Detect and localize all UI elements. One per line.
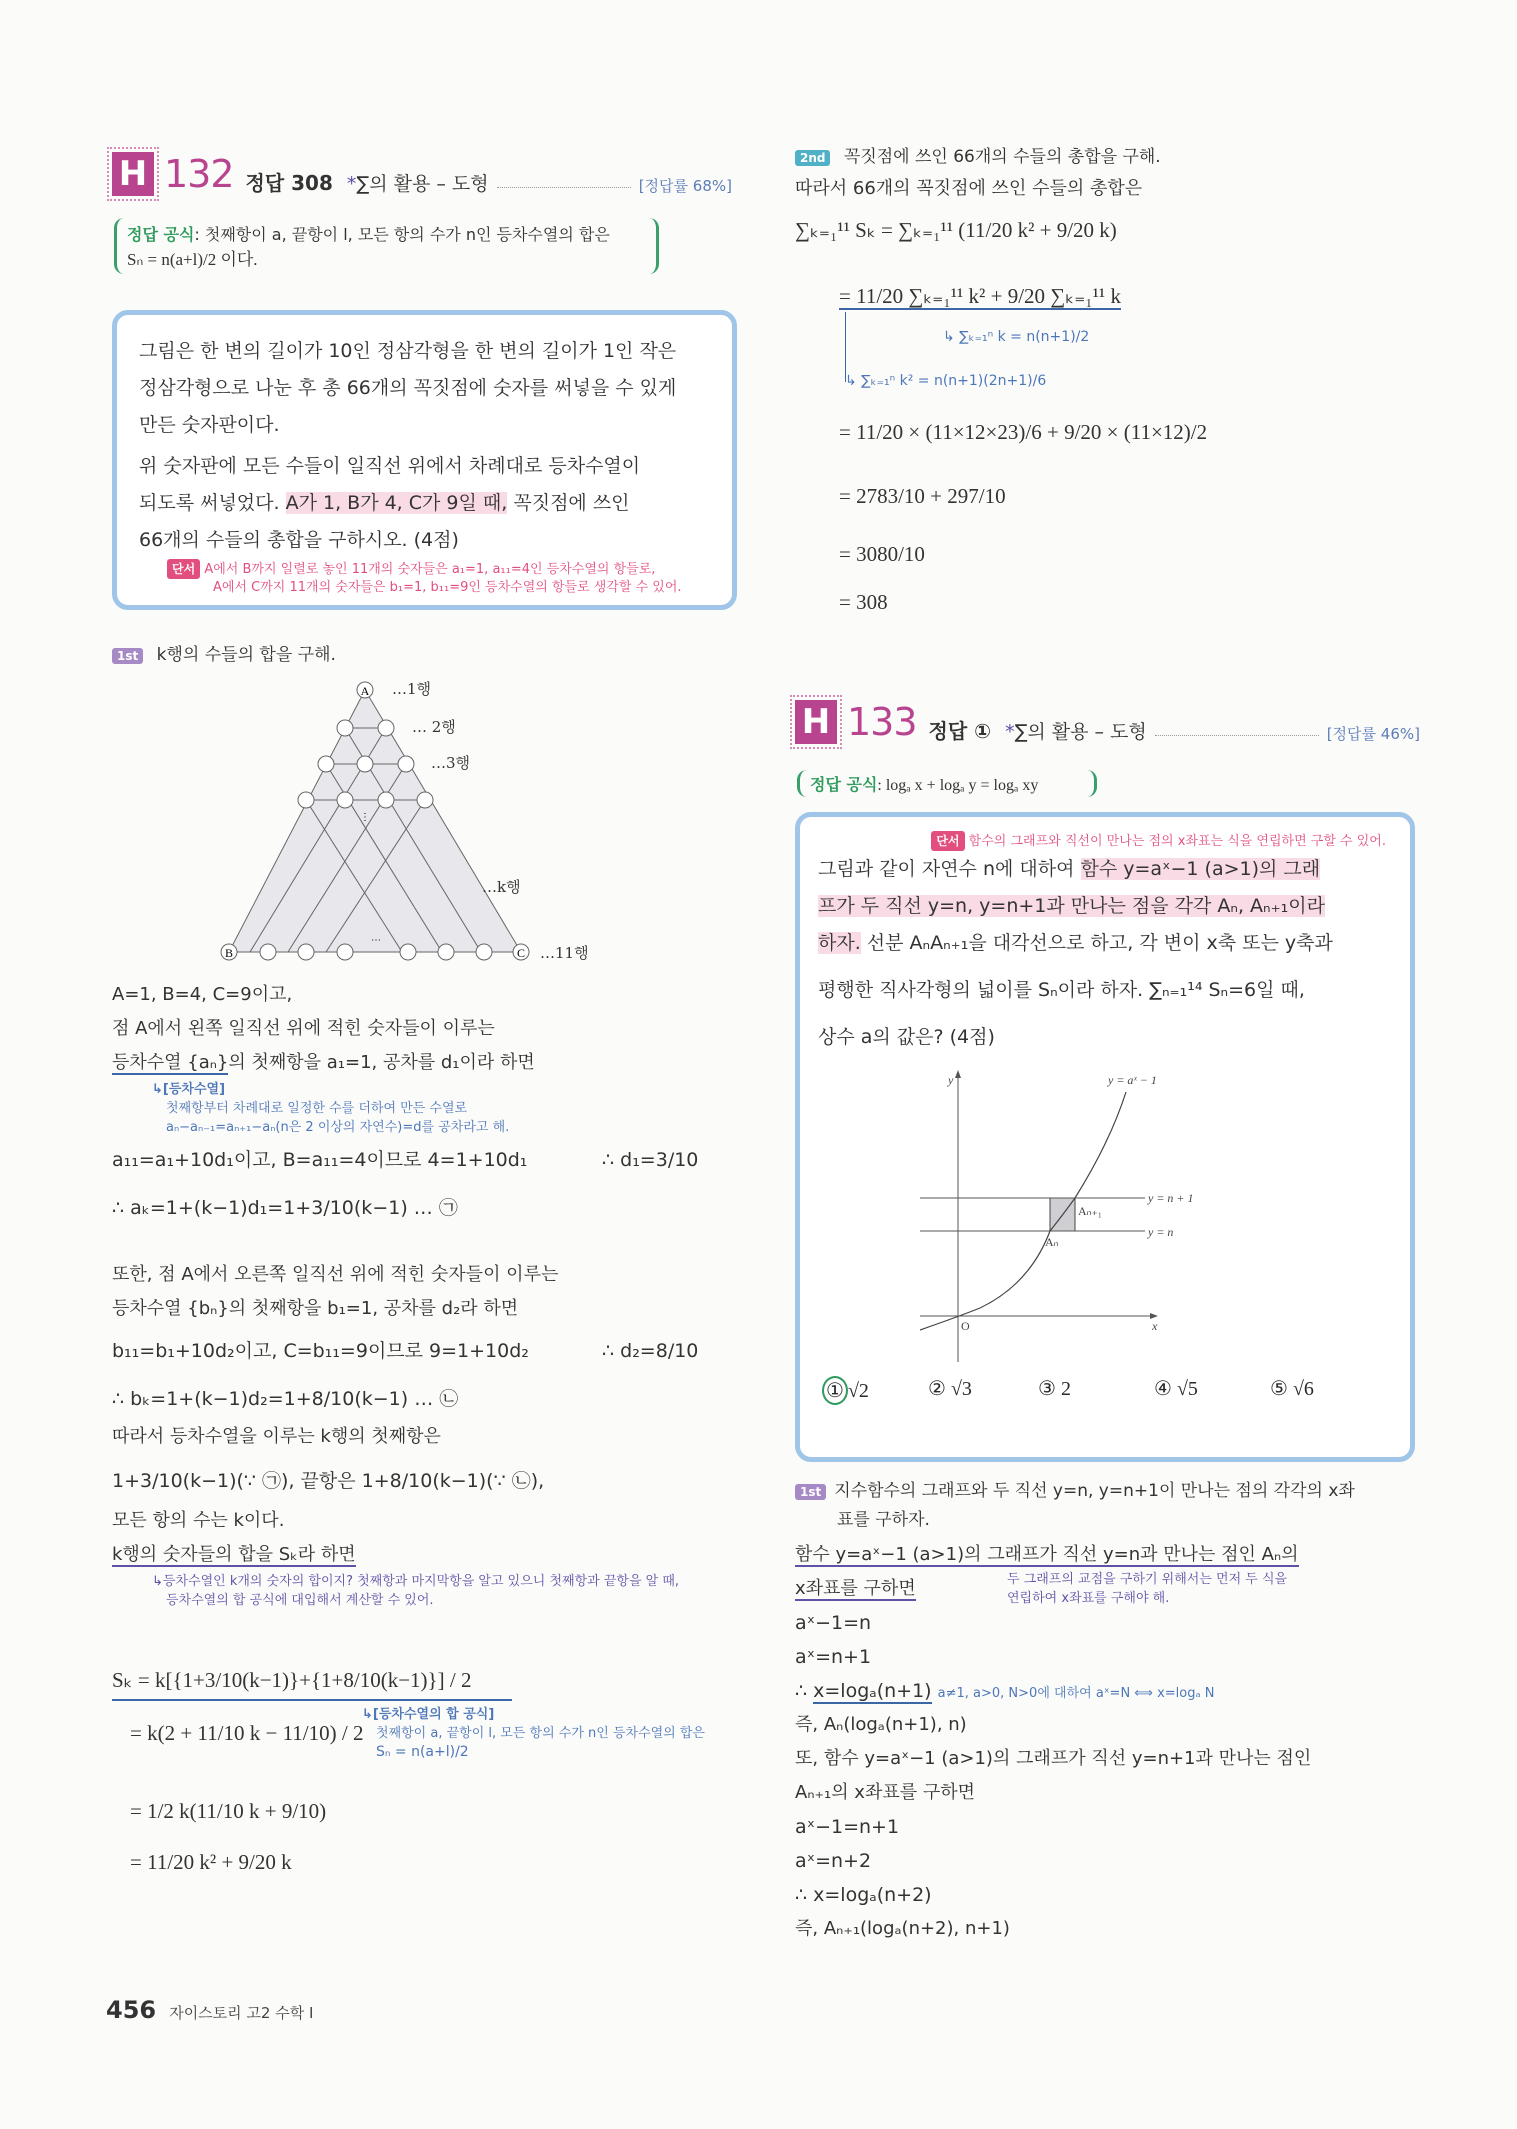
book-title: 자이스토리 고2 수학 Ⅰ xyxy=(169,2004,314,2022)
question-line: 만든 숫자판이다. xyxy=(139,414,280,436)
solution-line: x좌표를 구하면 두 그래프의 교점을 구하기 위해서는 먼저 두 식을 연립하여 x좌표를 구해야 해. xyxy=(795,1572,1288,1606)
answer-formula-box xyxy=(114,218,659,274)
solution-line: b₁₁=b₁+10d₂이고, C=b₁₁=9이므로 9=1+10d₂ ∴ d₂=8/10 xyxy=(112,1334,742,1368)
question-box xyxy=(795,812,1415,1462)
problem-badge: H xyxy=(795,700,837,744)
page-number: 456 xyxy=(106,1996,157,2024)
topic-label xyxy=(1005,717,1147,744)
note-line: Sₙ = n(a+l)/2 xyxy=(376,1744,469,1760)
solution-line: Aₙ₊₁의 x좌표를 구하면 xyxy=(795,1782,976,1803)
solution-line: 또, 함수 y=aˣ−1 (a>1)의 그래프가 직선 y=n+1과 만나는 점인 xyxy=(795,1748,1312,1769)
y-axis-label: y xyxy=(948,1073,954,1087)
question-text: 그림과 같이 자연수 n에 대하여 xyxy=(818,858,1075,880)
note-sum-formula: ↳[등차수열의 합 공식] 첫째항이 a, 끝항이 l, 모든 항의 수가 n인 등차수열의 합은 Sₙ = n(a+l)/2 xyxy=(362,1707,705,1760)
highlighted-condition: 함수 y=aˣ−1 (a>1)의 그래 xyxy=(1080,858,1321,880)
solution-line: 함수 y=aˣ−1 (a>1)의 그래프가 직선 y=n과 만나는 점인 Aₙ의 xyxy=(795,1544,1299,1565)
equation: = 11/20 × (11×12×23)/6 + 9/20 × (11×12)/2 xyxy=(839,420,1208,444)
step-title: 지수함수의 그래프와 두 직선 y=n, y=n+1이 만나는 점의 각각의 x좌 xyxy=(834,1481,1355,1501)
topic-text: ∑의 활용 – 도형 xyxy=(356,173,489,195)
question-box xyxy=(112,310,737,610)
note-line: 첫째항이 a, 끝항이 l, 모든 항의 수가 n인 등차수열의 합은 xyxy=(376,1726,705,1741)
point-an-label: Aₙ xyxy=(1045,1235,1059,1249)
correct-rate: [정답률 68%] xyxy=(638,177,732,195)
question-text: 되도록 써넣었다. xyxy=(139,492,280,514)
hint-tag: 단서 xyxy=(931,831,964,851)
note-sum-k-squared: ↳ ∑ₖ₌₁ⁿ k² = n(n+1)(2n+1)/6 xyxy=(845,373,1047,389)
choice-value: √2 xyxy=(847,1380,869,1402)
note-line: 첫째항부터 차례대로 일정한 수를 더하여 만든 수열로 xyxy=(166,1101,468,1116)
equation: = 2783/10 + 297/10 xyxy=(839,484,1006,508)
vertex-c-label: C xyxy=(516,946,526,960)
answer-choices xyxy=(818,1376,1392,1412)
question-line: 정삼각형으로 나눈 후 총 66개의 꼭짓점에 숫자를 써넣을 수 있게 xyxy=(139,377,677,399)
highlighted-condition: A가 1, B가 4, C가 9일 때, xyxy=(285,492,508,514)
problem-badge: H xyxy=(112,152,154,196)
equation: = 1/2 k(11/10 k + 9/10) xyxy=(130,1799,327,1823)
step-title: 표를 구하자. xyxy=(837,1510,930,1530)
dotted-leader xyxy=(1155,735,1319,736)
note-log-definition: a≠1, a>0, N>0에 대하여 aˣ=N ⟺ x=logₐ N xyxy=(937,1686,1215,1701)
hint-tag: 단서 xyxy=(167,559,200,579)
solution-line: 즉, Aₙ₊₁(logₐ(n+2), n+1) xyxy=(795,1918,1010,1939)
exponential-graph xyxy=(920,1062,1280,1362)
step2-heading xyxy=(795,142,1161,167)
choice-value: √5 xyxy=(1176,1378,1198,1400)
hint-line: A에서 C까지 11개의 숫자들은 b₁=1, b₁₁=9인 등차수열의 항들로 생각할 수 있어. xyxy=(213,580,682,595)
note-line: 등차수열의 합 공식에 대입해서 계산할 수 있어. xyxy=(166,1593,434,1608)
solution-line xyxy=(112,1538,742,1572)
note-sum-hint xyxy=(152,1572,742,1610)
problem-132-header xyxy=(112,152,732,196)
result-d2: ∴ d₂=8/10 xyxy=(602,1340,699,1362)
choice-mark: ⑤ xyxy=(1270,1378,1288,1400)
equation: = 11/20 k² + 9/20 k xyxy=(130,1850,292,1874)
choice-mark: ② xyxy=(928,1378,946,1400)
solution-line: 또한, 점 A에서 오른쪽 일직선 위에 적힌 숫자들이 이루는 xyxy=(112,1264,559,1285)
underlined-term: k행의 숫자들의 합을 Sₖ라 하면 xyxy=(112,1544,356,1565)
svg-text:⋯: ⋯ xyxy=(371,935,381,946)
solution-line: ∴ aₖ=1+(k−1)d₁=1+3/10(k−1) … ㉠ xyxy=(112,1197,458,1219)
solution-line: 즉, Aₙ(logₐ(n+1), n) xyxy=(795,1714,967,1735)
solution-line xyxy=(112,1046,742,1080)
note-arithmetic-sequence xyxy=(152,1080,742,1137)
solution-132-part2 xyxy=(112,1258,742,1610)
x-axis-label: x xyxy=(1152,1319,1158,1333)
question-line: 그림은 한 변의 길이가 10인 정삼각형을 한 변의 길이가 1인 작은 xyxy=(139,340,677,362)
step-tag: 2nd xyxy=(795,150,830,166)
problem-133-header xyxy=(795,700,1420,744)
solution-line: ∴ x=logₐ(n+2) xyxy=(795,1884,932,1906)
hint-block xyxy=(167,559,710,597)
row-label-11: …11행 xyxy=(540,944,589,962)
solution-line: aˣ=n+1 xyxy=(795,1646,872,1668)
choice-3[interactable] xyxy=(1038,1376,1071,1401)
note-line: aₙ−aₙ₋₁=aₙ₊₁−aₙ(n은 2 이상의 자연수)=d를 공차라고 해. xyxy=(166,1120,510,1135)
solution-line: 따라서 66개의 꼭짓점에 쓰인 수들의 총합은 xyxy=(795,178,1143,199)
question-line xyxy=(818,888,1392,925)
correct-rate: [정답률 46%] xyxy=(1326,725,1420,743)
choice-2[interactable] xyxy=(928,1376,972,1401)
hint-line xyxy=(818,831,1386,851)
highlighted-condition: 하자. xyxy=(818,932,861,954)
choice-mark: ④ xyxy=(1154,1378,1172,1400)
solution-line: a₁₁=a₁+10d₁이고, B=a₁₁=4이므로 4=1+10d₁ ∴ d₁=3/10 xyxy=(112,1143,742,1177)
solution-line: ∴ bₖ=1+(k−1)d₂=1+8/10(k−1) … ㉡ xyxy=(112,1388,459,1410)
answer-formula-box xyxy=(797,770,1097,797)
question-text: 선분 AₙAₙ₊₁을 대각선으로 하고, 각 변이 x축 또는 y축과 xyxy=(866,932,1333,954)
equation: ∑ₖ₌₁¹¹ Sₖ = ∑ₖ₌₁¹¹ (11/20 k² + 9/20 k) xyxy=(795,218,1117,242)
vertex-a-label: A xyxy=(360,684,370,698)
step-tag: 1st xyxy=(795,1484,826,1500)
question-line xyxy=(818,925,1392,962)
question-line: 상수 a의 값은? (4점) xyxy=(818,1026,995,1048)
hint-text: 함수의 그래프와 직선이 만나는 점의 x좌표는 식을 연립하면 구할 수 있어. xyxy=(968,834,1386,849)
choice-5[interactable] xyxy=(1270,1376,1314,1401)
formula-text: : logₐ x + logₐ y = logₐ xy xyxy=(877,777,1039,794)
line-n-label: y = n xyxy=(1148,1225,1174,1239)
choice-1[interactable] xyxy=(822,1376,869,1405)
solution-line: 점 A에서 왼쪽 일직선 위에 적힌 숫자들이 이루는 xyxy=(112,1018,495,1039)
topic-text: ∑의 활용 – 도형 xyxy=(1014,721,1147,743)
step-tag: 1st xyxy=(112,648,143,664)
hint-line: A에서 B까지 일렬로 놓인 11개의 숫자들은 a₁=1, a₁₁=4인 등차수열의 항들로, xyxy=(204,562,656,577)
note-line: ↳등차수열인 k개의 숫자의 합이지? 첫째항과 마지막항을 알고 있으니 첫째항과 끝항을 알 때, xyxy=(152,1574,680,1589)
choice-4[interactable] xyxy=(1154,1376,1198,1401)
equation: Sₖ = k[{1+3/10(k−1)}+{1+8/10(k−1)}] / 2 xyxy=(112,1662,512,1701)
equation: = 3080/10 xyxy=(839,542,925,566)
answer-label: 정답 ① xyxy=(928,719,992,743)
final-result: = 308 xyxy=(839,590,888,614)
solution-132-part1 xyxy=(112,978,742,1225)
question-line: 평행한 직사각형의 넓이를 Sₙ이라 하자. ∑ₙ₌₁¹⁴ Sₙ=6일 때, xyxy=(818,979,1305,1001)
solution-line: 모든 항의 수는 k이다. xyxy=(112,1510,285,1531)
solution-line: ∴ x=logₐ(n+1) a≠1, a>0, N>0에 대하여 aˣ=N ⟺ x=logₐ N xyxy=(795,1680,1215,1702)
solution-line: aˣ−1=n xyxy=(795,1612,872,1634)
point-an1-label: Aₙ₊₁ xyxy=(1078,1204,1102,1218)
curve-label: y = aˣ − 1 xyxy=(1108,1073,1157,1087)
note-title: ↳[등차수열] xyxy=(152,1082,226,1097)
question-line xyxy=(818,851,1392,888)
step1-heading xyxy=(112,640,336,665)
question-line xyxy=(139,485,710,522)
page-footer xyxy=(106,1996,313,2024)
solution-line: aˣ=n+2 xyxy=(795,1850,872,1872)
origin-label: O xyxy=(961,1319,970,1333)
highlighted-condition: 프가 두 직선 y=n, y=n+1과 만나는 점을 각각 Aₙ, Aₙ₊₁이라 xyxy=(818,895,1325,917)
step-title: 꼭짓점에 쓰인 66개의 수들의 총합을 구해. xyxy=(843,147,1161,167)
dotted-leader xyxy=(497,187,631,188)
note-intersection: 두 그래프의 교점을 구하기 위해서는 먼저 두 식을 연립하여 x좌표를 구해야 해. xyxy=(1007,1572,1288,1606)
solution-text: 의 첫째항을 a₁=1, 공차를 d₁이라 하면 xyxy=(228,1052,535,1073)
row-label-3: …3행 xyxy=(431,754,471,772)
choice-value: √3 xyxy=(950,1378,972,1400)
choice-mark: ③ xyxy=(1038,1378,1056,1400)
solution-133 xyxy=(795,1538,1420,1946)
formula-expression: Sₙ = n(a+l)/2 이다. xyxy=(127,250,258,269)
question-text: 꼭짓점에 쓰인 xyxy=(513,492,630,514)
question-line: 66개의 수들의 총합을 구하시오. (4점) xyxy=(139,529,459,551)
svg-text:⋮: ⋮ xyxy=(360,812,370,823)
star-icon: * xyxy=(346,173,357,195)
line-n1-label: y = n + 1 xyxy=(1148,1191,1194,1205)
formula-label: 정답 공식 xyxy=(127,225,195,244)
choice-value: √6 xyxy=(1292,1378,1314,1400)
choice-value: 2 xyxy=(1060,1378,1071,1400)
step-title: k행의 수들의 합을 구해. xyxy=(156,645,336,665)
result-d1: ∴ d₁=3/10 xyxy=(602,1149,699,1171)
vertex-b-label: B xyxy=(224,946,234,960)
equation: = k(2 + 11/10 k − 11/10) / 2 xyxy=(130,1721,364,1745)
question-line: 위 숫자판에 모든 수들이 일직선 위에서 차례대로 등차수열이 xyxy=(139,455,641,477)
row-label-1: …1행 xyxy=(392,680,432,698)
equation: = 11/20 ∑ₖ₌₁¹¹ k² + 9/20 ∑ₖ₌₁¹¹ k xyxy=(839,284,1121,308)
row-label-k: …k행 xyxy=(482,878,521,896)
answer-label: 정답 308 xyxy=(245,171,333,195)
note-sum-k: ↳ ∑ₖ₌₁ⁿ k = n(n+1)/2 xyxy=(943,329,1090,345)
problem-number: 133 xyxy=(847,700,917,744)
step1-heading-133 xyxy=(795,1476,1420,1530)
star-icon: * xyxy=(1005,721,1015,743)
solution-line: A=1, B=4, C=9이고, xyxy=(112,984,293,1005)
underlined-term: 등차수열 {aₙ} xyxy=(112,1052,229,1073)
problem-number: 132 xyxy=(164,152,234,196)
solution-line: 등차수열 {bₙ}의 첫째항을 b₁=1, 공차를 d₂라 하면 xyxy=(112,1298,519,1319)
solution-132-equations xyxy=(112,1662,752,1875)
row-label-2: … 2행 xyxy=(412,718,456,736)
formula-label: 정답 공식 xyxy=(810,775,878,794)
formula-text: : 첫째항이 a, 끝항이 l, 모든 항의 수가 n인 등차수열의 합은 xyxy=(194,225,610,244)
triangle-number-board-diagram xyxy=(212,670,632,970)
selected-choice-mark: ① xyxy=(822,1376,848,1405)
solution-line: aˣ−1=n+1 xyxy=(795,1816,900,1838)
topic-label xyxy=(347,169,489,196)
solution-line: 따라서 등차수열을 이루는 k행의 첫째항은 xyxy=(112,1426,441,1447)
solution-line: 1+3/10(k−1)(∵ ㉠), 끝항은 1+8/10(k−1)(∵ ㉡), xyxy=(112,1470,545,1492)
